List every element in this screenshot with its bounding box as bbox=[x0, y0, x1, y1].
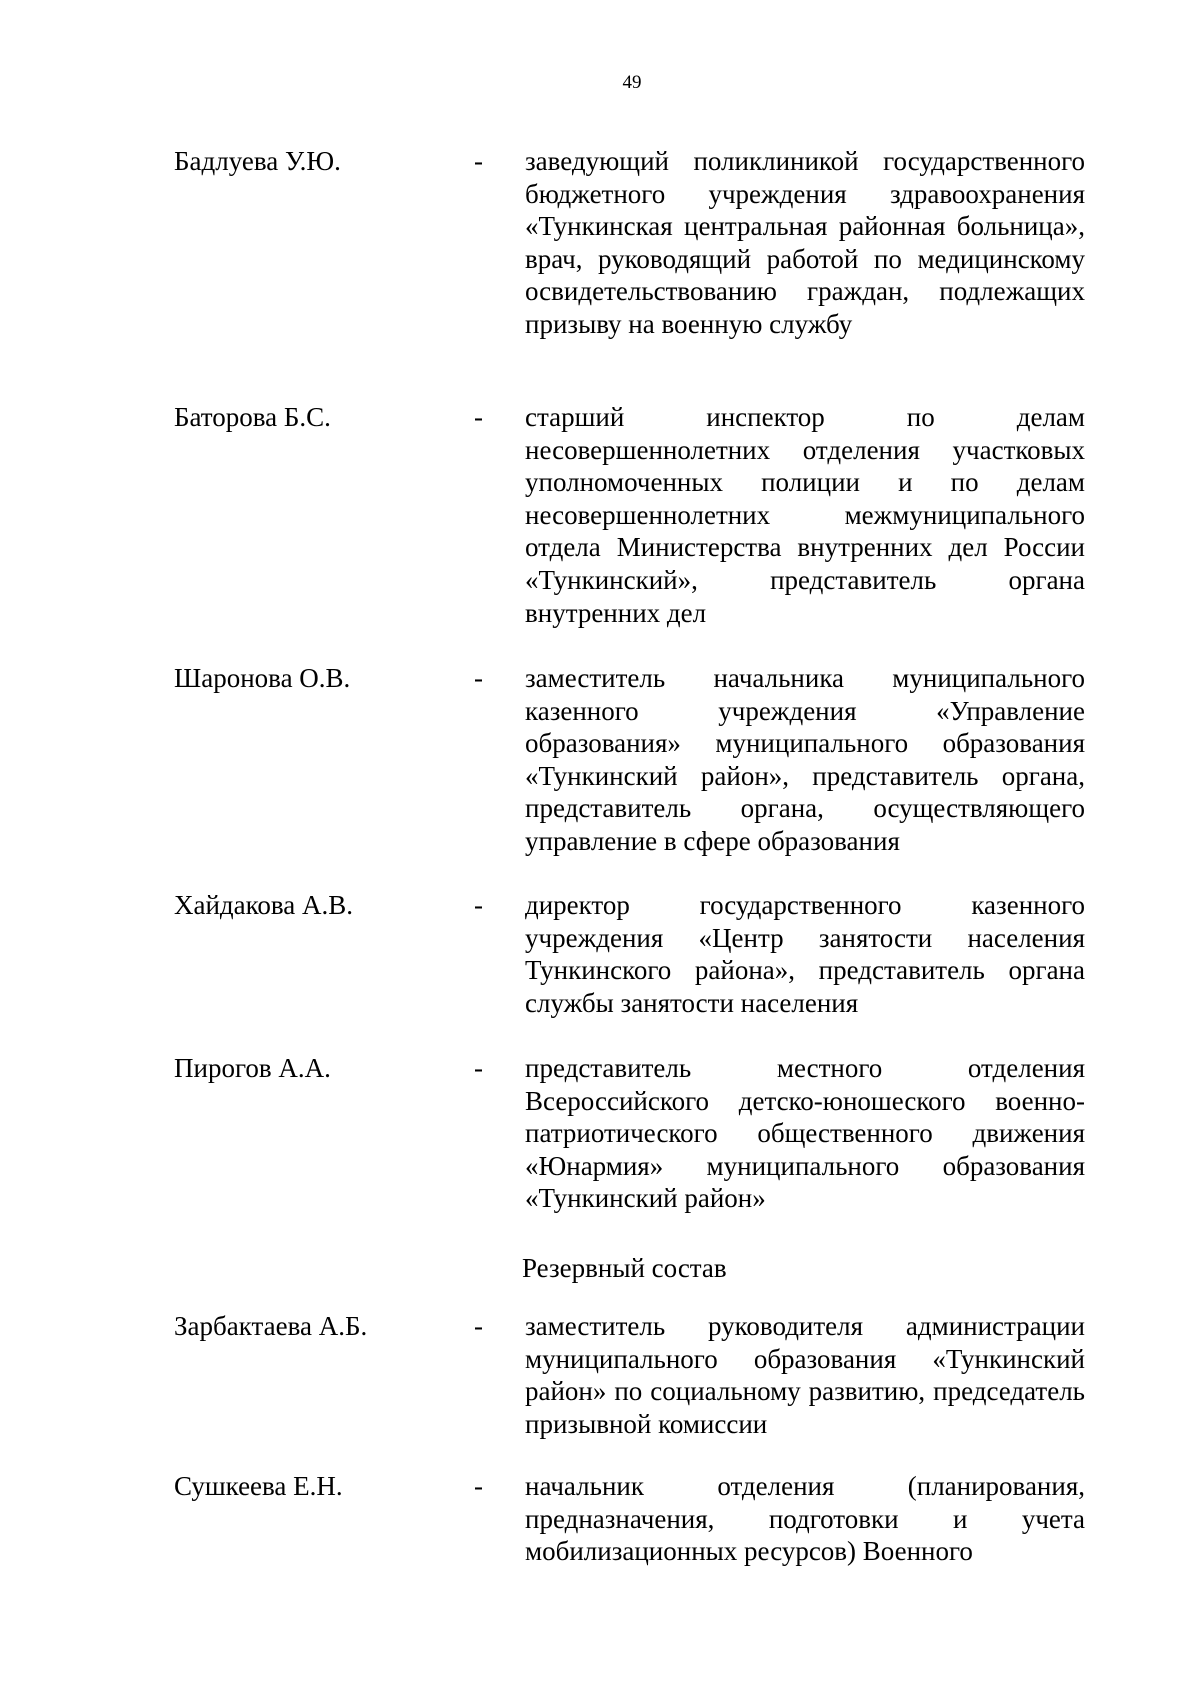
dash-separator: - bbox=[474, 402, 483, 432]
reserve-section-title: Резервный состав bbox=[522, 1253, 727, 1283]
dash-separator: - bbox=[474, 1053, 483, 1083]
member-name: Шаронова О.В. bbox=[174, 663, 351, 693]
dash-separator: - bbox=[474, 1311, 483, 1341]
member-role: заведующий поликлиникой государственного бюджетного учреждения здравоохранения «Тункинская центральная районная больница», врач, руководящий работой по медицинскому освидетельствованию граждан, подлежащих призыву на военную службу bbox=[525, 146, 1085, 339]
member-name: Зарбактаева А.Б. bbox=[174, 1311, 368, 1341]
dash-separator: - bbox=[474, 663, 483, 693]
page-number: 49 bbox=[622, 72, 642, 93]
member-role: старший инспектор по делам несовершеннолетних отделения участковых уполномоченных полиции и по делам несовершеннолетних межмуниципального отдела Министерства внутренних дел России «Тункинский», представитель органа внутренних дел bbox=[525, 402, 1085, 628]
member-role: представитель местного отделения Всероссийского детско-юношеского военно-патриотического общественного движения «Юнармия» муниципального образования «Тункинский район» bbox=[525, 1053, 1085, 1214]
member-role: начальник отделения (планирования, предназначения, подготовки и учета мобилизационных ресурсов) Военного bbox=[525, 1471, 1085, 1567]
member-role: заместитель начальника муниципального казенного учреждения «Управление образования» муниципального образования «Тункинский район», представитель органа, представитель органа, осуществляющего управление в сфере образования bbox=[525, 663, 1085, 856]
member-name: Сушкеева Е.Н. bbox=[174, 1471, 343, 1501]
member-name: Хайдакова А.В. bbox=[174, 890, 354, 920]
dash-separator: - bbox=[474, 1471, 483, 1501]
member-role: заместитель руководителя администрации муниципального образования «Тункинский район» по социальному развитию, председатель призывной комиссии bbox=[525, 1311, 1085, 1439]
member-name: Бадлуева У.Ю. bbox=[174, 146, 341, 176]
dash-separator: - bbox=[474, 890, 483, 920]
member-name: Баторова Б.С. bbox=[174, 402, 331, 432]
member-role: директор государственного казенного учреждения «Центр занятости населения Тункинского района», представитель органа службы занятости населения bbox=[525, 890, 1085, 1018]
member-name: Пирогов А.А. bbox=[174, 1053, 331, 1083]
dash-separator: - bbox=[474, 146, 483, 176]
